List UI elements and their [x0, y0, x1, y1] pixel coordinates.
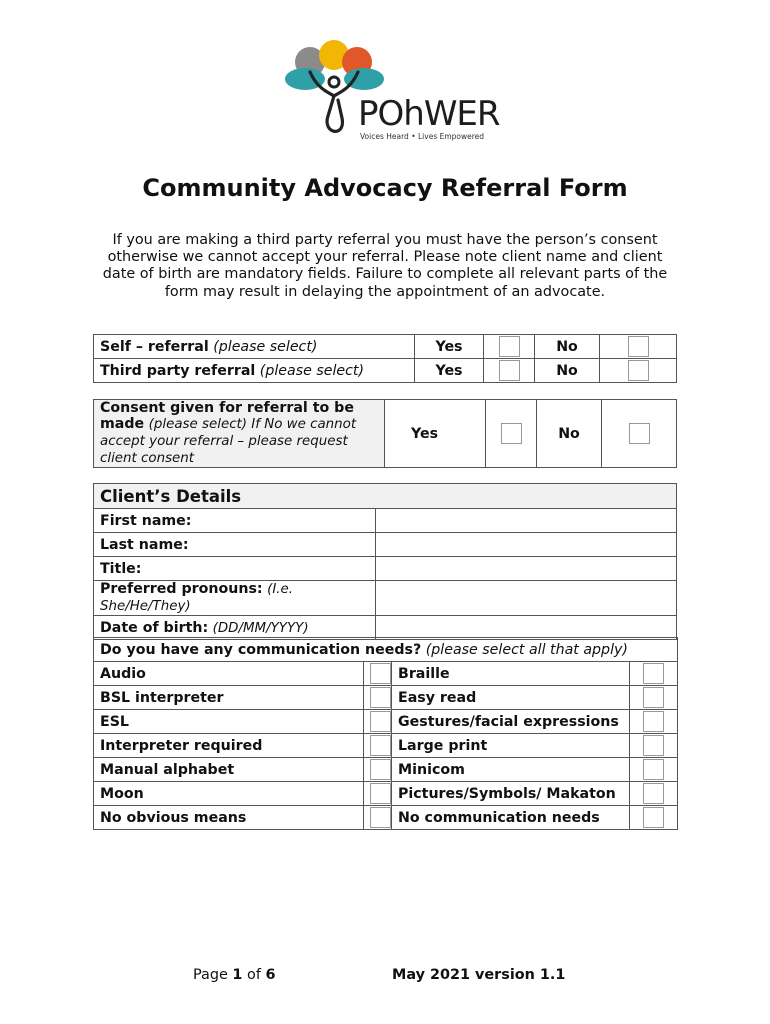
communication-hint: (please select all that apply): [425, 641, 628, 658]
page-prefix: Page: [193, 967, 228, 983]
title-row: [94, 557, 677, 581]
comm-option-label: Manual alphabet: [94, 758, 364, 782]
logo-tagline: Voices Heard • Lives Empowered: [360, 132, 485, 141]
title-label: Title:: [94, 557, 376, 581]
comm-option-checkbox[interactable]: [643, 663, 664, 684]
version-label: May 2021 version 1.1: [392, 967, 566, 983]
comm-option-checkbox[interactable]: [370, 783, 391, 804]
comm-option-checkbox[interactable]: [643, 759, 664, 780]
dob-hint: (DD/MM/YYYY): [212, 620, 309, 636]
self-referral-yes-label: Yes: [415, 335, 484, 359]
comm-option-checkbox[interactable]: [370, 759, 391, 780]
third-party-yes-label: Yes: [415, 359, 484, 383]
pronouns-hint: (I.e. She/He/They): [100, 582, 294, 614]
comm-option-label: Pictures/Symbols/ Makaton: [392, 782, 630, 806]
communication-question: Do you have any communication needs?: [100, 641, 422, 658]
page-title: Community Advocacy Referral Form: [142, 174, 628, 202]
referral-type-table: [93, 334, 677, 383]
self-referral-label: Self – referral: [100, 338, 209, 355]
client-details-heading: Client’s Details: [94, 484, 677, 509]
comm-option-label: Interpreter required: [94, 734, 364, 758]
third-party-referral-label: Third party referral: [100, 362, 256, 379]
comm-option-checkbox[interactable]: [370, 687, 391, 708]
comm-option-checkbox[interactable]: [370, 663, 391, 684]
comm-option-label: Gestures/facial expressions: [392, 710, 630, 734]
comm-option-checkbox[interactable]: [643, 687, 664, 708]
self-referral-hint: (please select): [213, 338, 318, 355]
client-details-table: [93, 483, 677, 640]
comm-option-label: Minicom: [392, 758, 630, 782]
date-of-birth-row: [94, 616, 677, 640]
dob-label: Date of birth:: [100, 619, 209, 636]
comm-option-checkbox[interactable]: [370, 711, 391, 732]
communication-needs-table: [93, 637, 678, 830]
first-name-row: [94, 509, 677, 533]
comm-option-label: No obvious means: [94, 806, 364, 830]
first-name-label: First name:: [94, 509, 376, 533]
pronouns-row: [94, 581, 677, 616]
page-current: 1: [232, 967, 243, 983]
third-party-no-label: No: [535, 359, 600, 383]
self-referral-row: [94, 335, 677, 359]
consent-label: Consent given for referral to be made: [100, 400, 354, 432]
consent-yes-checkbox[interactable]: [501, 423, 522, 444]
date-of-birth-field[interactable]: [376, 616, 677, 640]
third-party-referral-hint: (please select): [259, 362, 365, 379]
comm-option-label: Audio: [94, 662, 364, 686]
page-of: of: [247, 967, 261, 983]
title-field[interactable]: [376, 557, 677, 581]
self-referral-no-label: No: [535, 335, 600, 359]
comm-option-checkbox[interactable]: [643, 783, 664, 804]
comm-option-checkbox[interactable]: [643, 711, 664, 732]
consent-table: [93, 399, 677, 468]
comm-option-label: No communication needs: [392, 806, 630, 830]
pronouns-field[interactable]: [376, 581, 677, 616]
page-number: [193, 967, 275, 983]
pronouns-label: Preferred pronouns:: [100, 581, 263, 597]
self-referral-no-checkbox[interactable]: [628, 336, 649, 357]
comm-option-label: ESL: [94, 710, 364, 734]
last-name-label: Last name:: [94, 533, 376, 557]
self-referral-yes-checkbox[interactable]: [499, 336, 520, 357]
consent-yes-label: Yes: [385, 400, 486, 468]
pohwer-logo: [280, 38, 500, 146]
comm-option-label: Braille: [392, 662, 630, 686]
comm-option-checkbox[interactable]: [643, 735, 664, 756]
comm-option-label: Moon: [94, 782, 364, 806]
comm-option-label: Easy read: [392, 686, 630, 710]
comm-option-checkbox[interactable]: [643, 807, 664, 828]
consent-no-checkbox[interactable]: [629, 423, 650, 444]
page-total: 6: [265, 967, 276, 983]
last-name-field[interactable]: [376, 533, 677, 557]
third-party-referral-row: [94, 359, 677, 383]
consent-row: [94, 400, 677, 468]
intro-paragraph: If you are making a third party referral you must have the person’s consent otherwise we cannot accept your referral. Please note client name and client date of birth are mandatory fields. Failure to complete all relevant parts of the form may result in delaying the appointment of an advocate.: [102, 232, 668, 300]
last-name-row: [94, 533, 677, 557]
logo-wordmark: POhWER: [358, 94, 500, 134]
comm-option-checkbox[interactable]: [370, 807, 391, 828]
consent-no-label: No: [537, 400, 602, 468]
consent-hint: (please select) If No we cannot accept your referral – please request client consent: [100, 417, 357, 466]
third-party-no-checkbox[interactable]: [628, 360, 649, 381]
comm-option-checkbox[interactable]: [370, 735, 391, 756]
comm-option-label: BSL interpreter: [94, 686, 364, 710]
first-name-field[interactable]: [376, 509, 677, 533]
third-party-yes-checkbox[interactable]: [499, 360, 520, 381]
comm-option-label: Large print: [392, 734, 630, 758]
